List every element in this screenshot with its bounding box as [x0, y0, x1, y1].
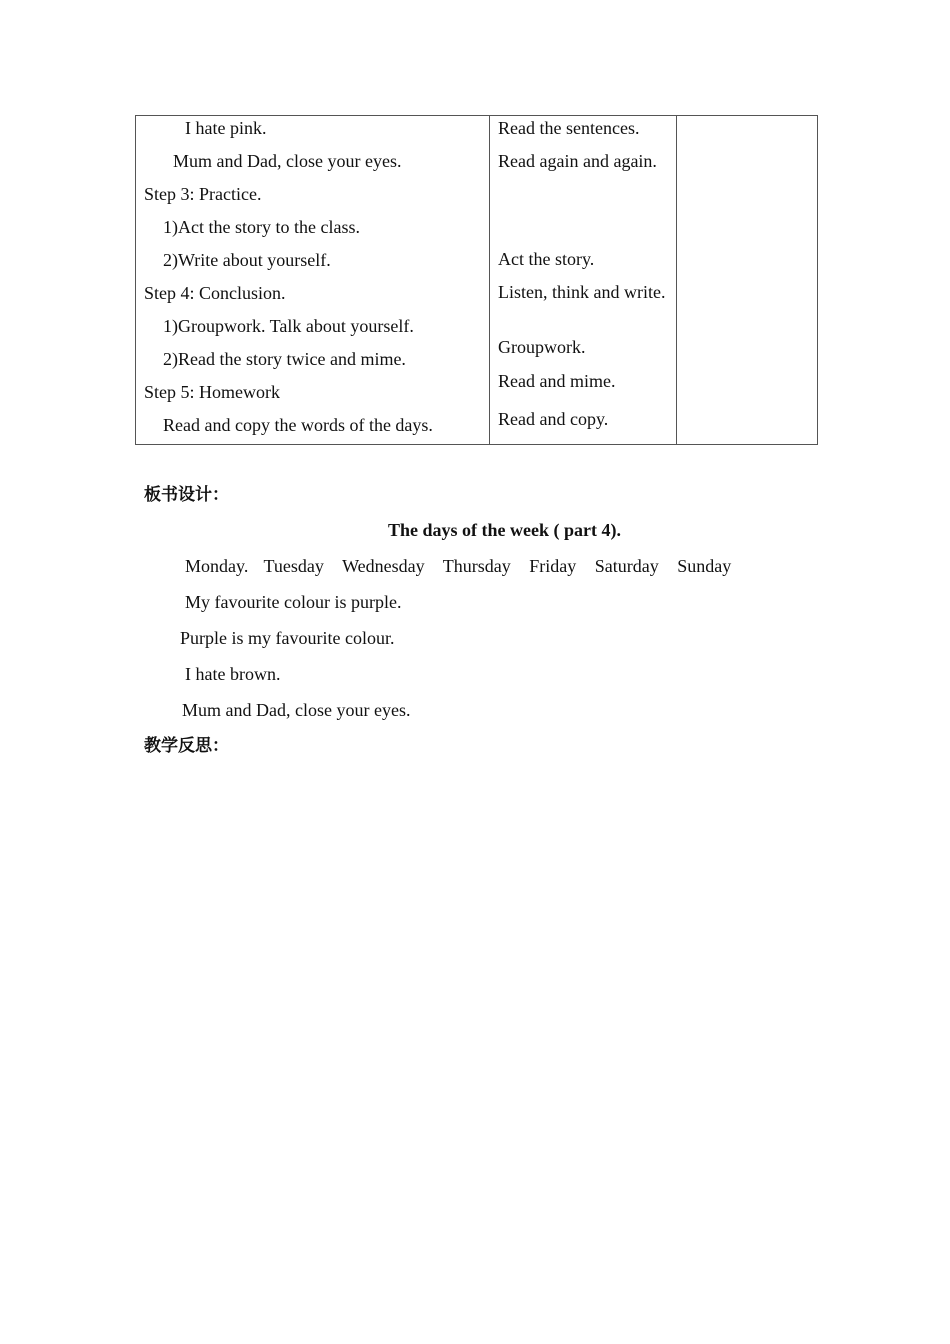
- student-line: Read and mime.: [498, 371, 616, 391]
- teacher-line: 2)Write about yourself.: [163, 250, 331, 270]
- day-word: Wednesday: [342, 556, 425, 576]
- student-line: Listen, think and write.: [498, 282, 666, 302]
- lesson-procedure-table: [135, 115, 818, 445]
- teacher-activities-cell: [136, 116, 490, 445]
- board-sentence: Mum and Dad, close your eyes.: [182, 700, 411, 720]
- day-word: Thursday: [442, 556, 511, 576]
- step-heading: Step 3: Practice.: [144, 184, 262, 204]
- step-heading: Step 4: Conclusion.: [144, 283, 286, 303]
- day-word: Monday.: [185, 556, 249, 576]
- day-word: Sunday: [677, 556, 732, 576]
- student-line: Read again and again.: [498, 151, 657, 171]
- teacher-line: Read and copy the words of the days.: [163, 415, 433, 435]
- student-line: Groupwork.: [498, 337, 586, 357]
- day-word: Saturday: [594, 556, 659, 576]
- student-line: Read the sentences.: [498, 118, 640, 138]
- student-line: Read and copy.: [498, 409, 609, 429]
- student-activities-cell: [490, 116, 677, 445]
- notes-cell: [677, 116, 818, 445]
- step-heading: Step 5: Homework: [144, 382, 280, 402]
- day-word: Friday: [529, 556, 577, 576]
- teacher-line: 1)Groupwork. Talk about yourself.: [163, 316, 414, 336]
- day-word: Tuesday: [263, 556, 324, 576]
- board-design-heading: 板书设计：: [144, 485, 229, 505]
- board-sentence: I hate brown.: [185, 664, 281, 684]
- teaching-reflection-heading: 教学反思：: [144, 736, 229, 756]
- teacher-line: I hate pink.: [185, 118, 267, 138]
- teacher-line: 2)Read the story twice and mime.: [163, 349, 406, 369]
- board-title: The days of the week ( part 4).: [388, 520, 621, 540]
- days-of-week-line: [185, 555, 742, 577]
- student-line: Act the story.: [498, 249, 595, 269]
- board-sentence: Purple is my favourite colour.: [180, 628, 395, 648]
- teacher-line: Mum and Dad, close your eyes.: [173, 151, 402, 171]
- board-sentence: My favourite colour is purple.: [185, 592, 402, 612]
- teacher-line: 1)Act the story to the class.: [163, 217, 360, 237]
